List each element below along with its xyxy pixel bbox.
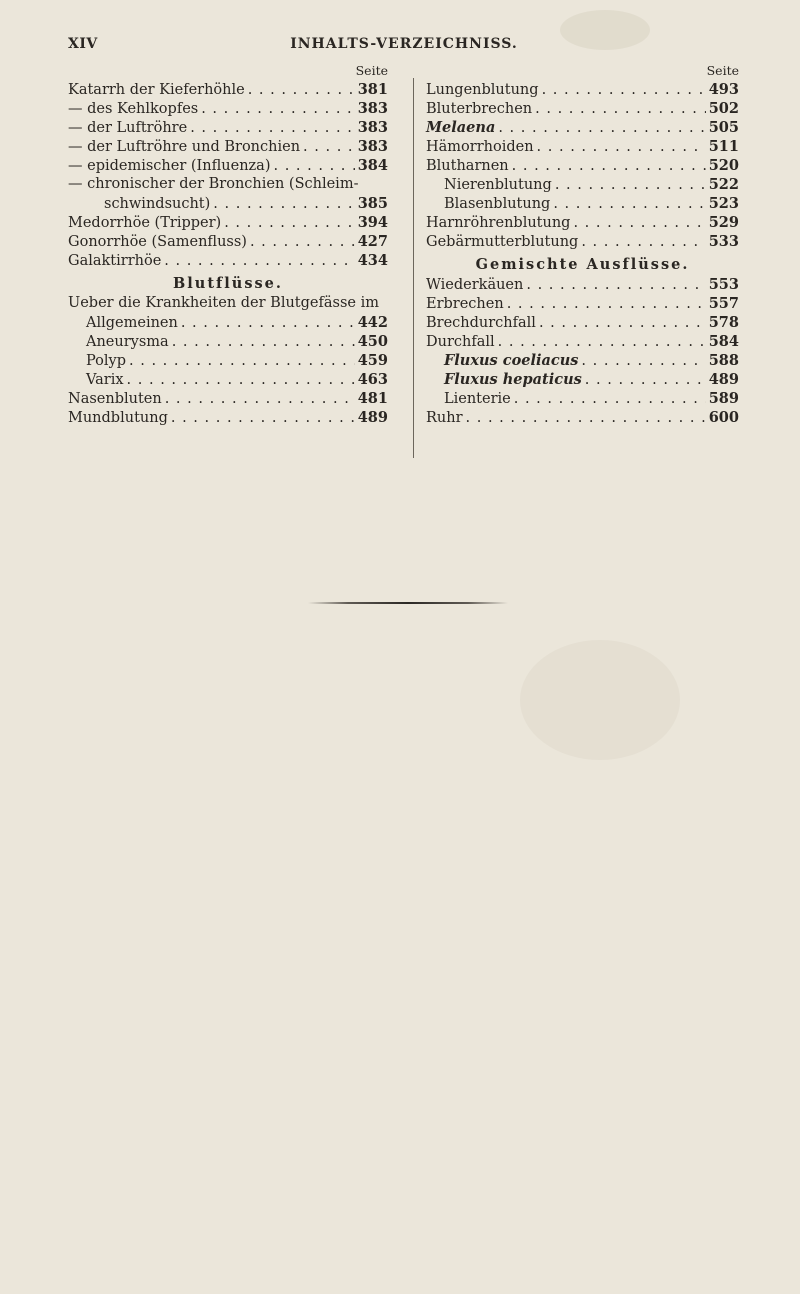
toc-entry: Erbrechen . . . 557 (426, 294, 739, 313)
toc-entry: Varix . . . 463 (68, 370, 388, 389)
toc-entry: Melaena . . . 505 (426, 118, 739, 137)
toc-entry: Aneurysma . . . 450 (68, 332, 388, 351)
toc-intro-line: Ueber die Krankheiten der Blutgefässe im (68, 295, 379, 311)
toc-entry: Katarrh der Kieferhöhle . . . 381 (68, 80, 388, 99)
toc-entry: — der Luftröhre . . . 383 (68, 118, 388, 137)
toc-left-column (68, 62, 388, 427)
seite-label: Seite (706, 63, 739, 78)
toc-entry: Durchfall . . . 584 (426, 332, 739, 351)
toc-entry: Fluxus coeliacus . . . 588 (426, 351, 739, 370)
toc-entry: Lienterie . . . 589 (426, 389, 739, 408)
paper-stain (520, 640, 680, 760)
toc-entry: Gonorrhöe (Samenfluss) . . . 427 (68, 232, 388, 251)
toc-entry: Hämorrhoiden . . . 511 (426, 137, 739, 156)
toc-entry: Polyp . . . 459 (68, 351, 388, 370)
toc-entry: Wiederkäuen . . . 553 (426, 275, 739, 294)
toc-entry: Bluterbrechen . . . 502 (426, 99, 739, 118)
toc-entry: Fluxus hepaticus . . . 489 (426, 370, 739, 389)
page-number: XIV (68, 36, 98, 52)
toc-wrap-line: — chronischer der Bronchien (Schleim- (68, 176, 359, 192)
end-rule (308, 602, 508, 604)
toc-entry: Blutharnen . . . 520 (426, 156, 739, 175)
toc-entry: Nasenbluten . . . 481 (68, 389, 388, 408)
section-heading: Gemischte Ausflüsse. (475, 256, 690, 273)
toc-entry: — der Luftröhre und Bronchien . . . 383 (68, 137, 388, 156)
toc-entry: — des Kehlkopfes . . . 383 (68, 99, 388, 118)
page-header (68, 36, 740, 56)
seite-label: Seite (355, 63, 388, 78)
toc-entry: Harnröhrenblutung . . . 529 (426, 213, 739, 232)
section-heading: Blutflüsse. (173, 275, 283, 292)
toc-entry: Medorrhöe (Tripper) . . . 394 (68, 213, 388, 232)
toc-right-column (426, 62, 739, 427)
toc-entry: Mundblutung . . . 489 (68, 408, 388, 427)
toc-entry: — epidemischer (Influenza) . . . 384 (68, 156, 388, 175)
toc-entry: Brechdurchfall . . . 578 (426, 313, 739, 332)
toc-entry: Ruhr . . . 600 (426, 408, 739, 427)
column-divider (413, 78, 414, 458)
toc-entry: Nierenblutung . . . 522 (426, 175, 739, 194)
toc-entry: Lungenblutung . . . 493 (426, 80, 739, 99)
toc-entry: Blasenblutung . . . 523 (426, 194, 739, 213)
toc-entry: Galaktirrhöe . . . 434 (68, 251, 388, 270)
toc-entry: schwindsucht) . . . 385 (68, 194, 388, 213)
toc-entry: Gebärmutterblutung . . . 533 (426, 232, 739, 251)
toc-entry: Allgemeinen . . . 442 (68, 313, 388, 332)
running-title: INHALTS-VERZEICHNISS. (290, 36, 518, 52)
